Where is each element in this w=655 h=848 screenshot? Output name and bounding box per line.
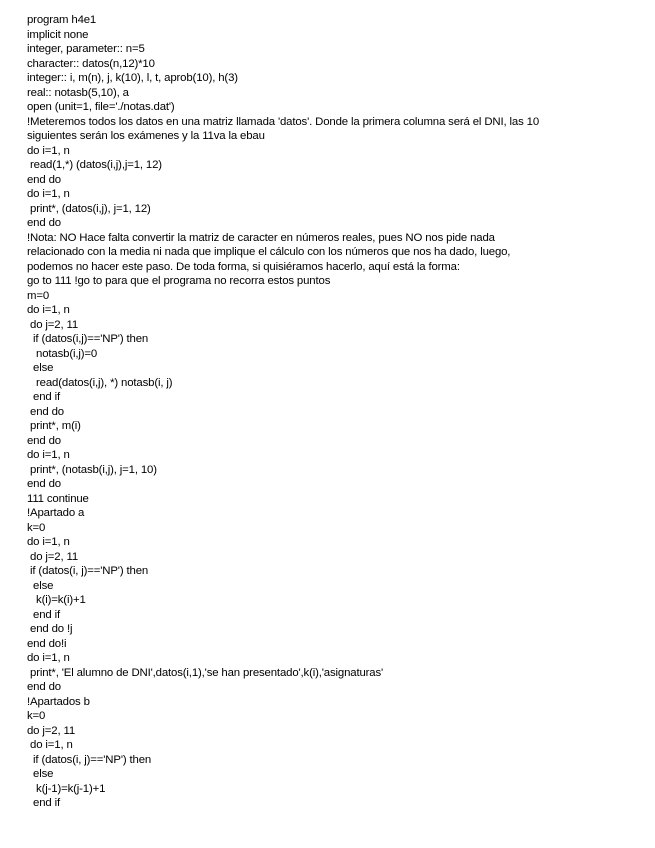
code-line: end if [27, 608, 60, 621]
code-line: do j=2, 11 [27, 550, 79, 563]
code-line: end do!i [27, 637, 67, 650]
code-line: else [27, 579, 54, 592]
code-line: character:: datos(n,12)*10 [27, 57, 155, 70]
code-line: do i=1, n [27, 536, 70, 548]
code-line: read(datos(i,j), *) notasb(i, j) [27, 376, 173, 389]
code-line: end do [27, 434, 61, 447]
comment-line: !Apartados b [27, 695, 90, 708]
code-line: end do [27, 217, 61, 229]
code-line: do i=1, n [27, 739, 73, 751]
code-line: open (unit=1, file='./notas.dat') [27, 101, 175, 113]
comment-line: !Meteremos todos los datos en una matriz llamada 'datos'. Donde la primera columna será el DNI, las 10 [27, 115, 540, 128]
code-line: print*, m(i) [27, 420, 81, 432]
code-line: integer:: i, m(n), j, k(10), l, t, aprob(10), h(3) [27, 72, 238, 84]
code-line: 111 continue [27, 492, 89, 505]
code-line: end do [27, 173, 61, 186]
code-line: program h4e1 [27, 14, 97, 26]
code-line: k(j-1)=k(j-1)+1 [27, 782, 106, 795]
code-line: else [27, 362, 54, 374]
code-line: k(i)=k(i)+1 [27, 594, 86, 606]
code-line: m=0 [27, 289, 50, 302]
code-line: do i=1, n [27, 188, 70, 200]
code-line: if (datos(i, j)=='NP') then [27, 565, 149, 577]
code-line: read(1,*) (datos(i,j),j=1, 12) [27, 159, 162, 171]
code-line: do i=1, n [27, 652, 70, 664]
code-line: end do [27, 681, 61, 693]
code-line: print*, 'El alumno de DNI',datos(i,1),'se han presentado',k(i),'asignaturas' [27, 666, 384, 679]
code-line: k=0 [27, 521, 46, 534]
comment-line: !Apartado a [27, 507, 85, 519]
code-line: if (datos(i, j)=='NP') then [27, 753, 152, 766]
comment-line: relacionado con la media ni nada que implique el cálculo con los números que nos ha dado, luego, [27, 246, 511, 258]
code-line: do i=1, n [27, 449, 70, 461]
code-line: end do [27, 478, 61, 490]
code-line: do j=2, 11 [27, 318, 79, 331]
code-line: end do !j [27, 623, 73, 635]
code-line: end do [27, 405, 64, 418]
code-line: notasb(i,j)=0 [27, 347, 98, 360]
code-line: integer, parameter:: n=5 [27, 43, 145, 55]
code-line: end if [27, 391, 60, 403]
comment-line: podemos no hacer este paso. De toda forma, si quisiéramos hacerlo, aquí está la forma: [27, 260, 460, 273]
code-line: do j=2, 11 [27, 724, 76, 737]
comment-line: !Nota: NO Hace falta convertir la matriz de caracter en números reales, pues NO nos pide nada [27, 231, 495, 244]
code-line: do i=1, n [27, 144, 70, 157]
code-line: go to 111 !go to para que el programa no recorra estos puntos [27, 275, 331, 287]
code-line: end if [27, 797, 60, 809]
code-line: if (datos(i,j)=='NP') then [27, 333, 149, 345]
code-line: print*, (notasb(i,j), j=1, 10) [27, 463, 157, 476]
code-line: real:: notasb(5,10), a [27, 86, 129, 99]
code-line: else [27, 768, 54, 780]
code-line: print*, (datos(i,j), j=1, 12) [27, 202, 151, 215]
comment-line: siguientes serán los exámenes y la 11va la ebau [27, 130, 265, 142]
code-line: implicit none [27, 28, 89, 41]
code-line: do i=1, n [27, 304, 70, 316]
code-line: k=0 [27, 710, 46, 722]
code-document [27, 13, 647, 811]
